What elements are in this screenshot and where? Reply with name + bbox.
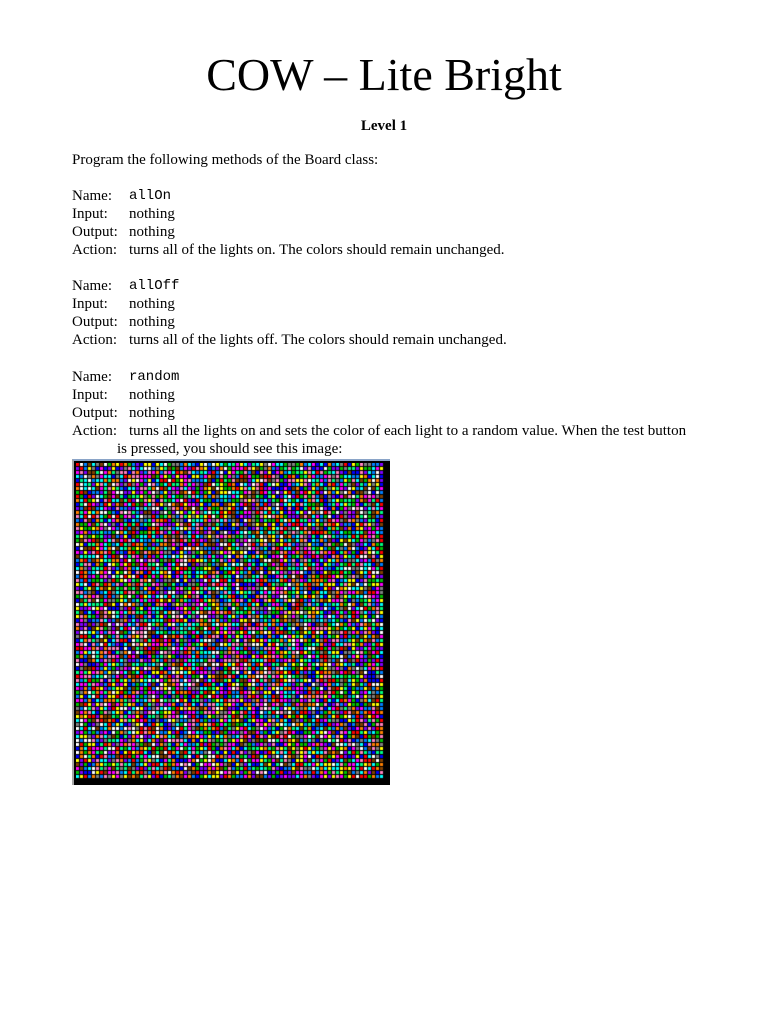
output-value: nothing: [129, 405, 175, 421]
intro-text: Program the following methods of the Board class:: [72, 152, 379, 168]
output-label: Output:: [72, 314, 118, 330]
action-row: [72, 331, 507, 349]
input-row: [72, 205, 504, 223]
name-label: Name:: [72, 188, 112, 204]
output-row: [72, 223, 504, 241]
input-label: Input:: [72, 296, 108, 312]
action-value: turns all of the lights off. The colors should remain unchanged.: [129, 332, 507, 348]
method-alloff: [72, 277, 507, 349]
output-value: nothing: [129, 224, 175, 240]
action-label: Action:: [72, 242, 117, 258]
name-label: Name:: [72, 278, 112, 294]
method-allon: [72, 187, 504, 259]
input-label: Input:: [72, 206, 108, 222]
name-row: [72, 187, 504, 205]
output-row: [72, 313, 507, 331]
input-row: [72, 386, 692, 404]
method-name: allOff: [129, 278, 180, 294]
lite-bright-grid: [76, 463, 384, 779]
name-row: [72, 277, 507, 295]
output-row: [72, 404, 692, 422]
method-random: [72, 368, 692, 458]
action-row: [72, 241, 504, 259]
method-name: random: [129, 369, 180, 385]
input-value: nothing: [129, 387, 175, 403]
action-value: turns all the lights on and sets the color of each light to a random value. When the test button: [129, 423, 687, 439]
name-row: [72, 368, 692, 386]
board-random-image: [72, 459, 390, 785]
page-title: COW – Lite Bright: [206, 49, 562, 100]
input-label: Input:: [72, 387, 108, 403]
output-label: Output:: [72, 405, 118, 421]
action-label: Action:: [72, 423, 117, 439]
input-value: nothing: [129, 206, 175, 222]
output-value: nothing: [129, 314, 175, 330]
action-continuation: is pressed, you should see this image:: [117, 441, 343, 457]
name-label: Name:: [72, 369, 112, 385]
method-name: allOn: [129, 188, 172, 204]
action-label: Action:: [72, 332, 117, 348]
action-value: turns all of the lights on. The colors should remain unchanged.: [129, 242, 505, 258]
input-value: nothing: [129, 296, 175, 312]
input-row: [72, 295, 507, 313]
output-label: Output:: [72, 224, 118, 240]
action-row: [72, 422, 692, 458]
level-heading: Level 1: [360, 118, 408, 134]
